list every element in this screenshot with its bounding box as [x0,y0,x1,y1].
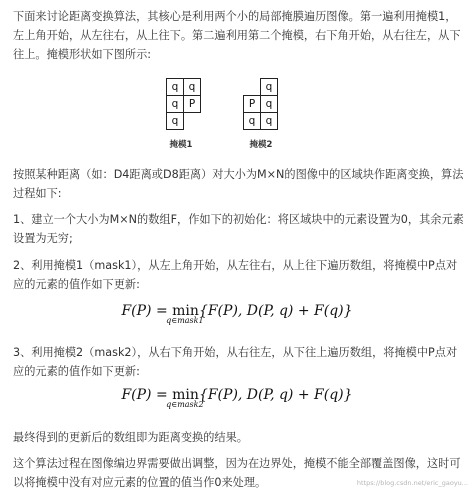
mask2-cell: q [260,95,278,113]
mask2-caption: 掩模2 [249,140,273,150]
watermark: https://blog.csdn.net/eric_gaoyu... [356,479,468,487]
intro-paragraph: 下面来讨论距离变换算法，其核心是利用两个小的局部掩膜遍历图像。第一遍利用掩模1，左上角开始，从左往右，从上往下。第二遍利用第二个掩模，右下角开始，从右往左，从下往上。掩模形状如下图所示: [13,10,461,61]
formula-min: min q∈mask1 [166,303,204,325]
mask1-cell: q [166,78,184,96]
mask1-cell: q [166,112,184,130]
step2-paragraph: 2、利用掩模1（mask1），从左上角开始，从左往右，从上往下遍历数组，将掩模中P点对应的元素的值作如下更新: [13,259,458,291]
formula-subscript: q∈mask1 [166,316,204,325]
mask2-cell-p: P [243,95,261,113]
mask1-caption: 掩模1 [169,140,193,150]
formula-mask1 [0,303,474,325]
step1-paragraph: 1、建立一个大小为M×N的数组F，作如下的初始化：将区域块中的元素设置为0，其余元素设置为无穷; [13,213,464,245]
metric-paragraph: 按照某种距离（如：D4距离或D8距离）对大小为M×N的图像中的区域块作距离变换，算法过程如下: [13,168,464,200]
mask1-cell-p: P [183,95,201,113]
formula-lhs: F(P) = [121,387,173,403]
result-paragraph: 最终得到的更新后的数组即为距离变换的结果。 [13,431,248,444]
formula-rhs: {F(P), D(P, q) + F(q)} [198,387,353,403]
formula-subscript: q∈mask2 [166,400,204,409]
formula-rhs: {F(P), D(P, q) + F(q)} [198,303,353,319]
formula-lhs: F(P) = [121,303,173,319]
step3-paragraph: 3、利用掩模2（mask2），从右下角开始，从右往左，从下往上遍历数组，将掩模中P点对应的元素的值作如下更新: [13,346,458,378]
mask2-cell: q [260,78,278,96]
formula-min: min q∈mask2 [166,387,204,409]
mask2-cell: q [243,112,261,130]
mask1-cell: q [166,95,184,113]
formula-mask2 [0,387,474,409]
mask2-cell: q [260,112,278,130]
mask1-cell: q [183,78,201,96]
note-paragraph: 这个算法过程在图像编边界需要做出调整，因为在边界处，掩模不能全部覆盖图像，这时可以将掩模中没有对应元素的位置的值当作0来处理。 [13,457,461,489]
